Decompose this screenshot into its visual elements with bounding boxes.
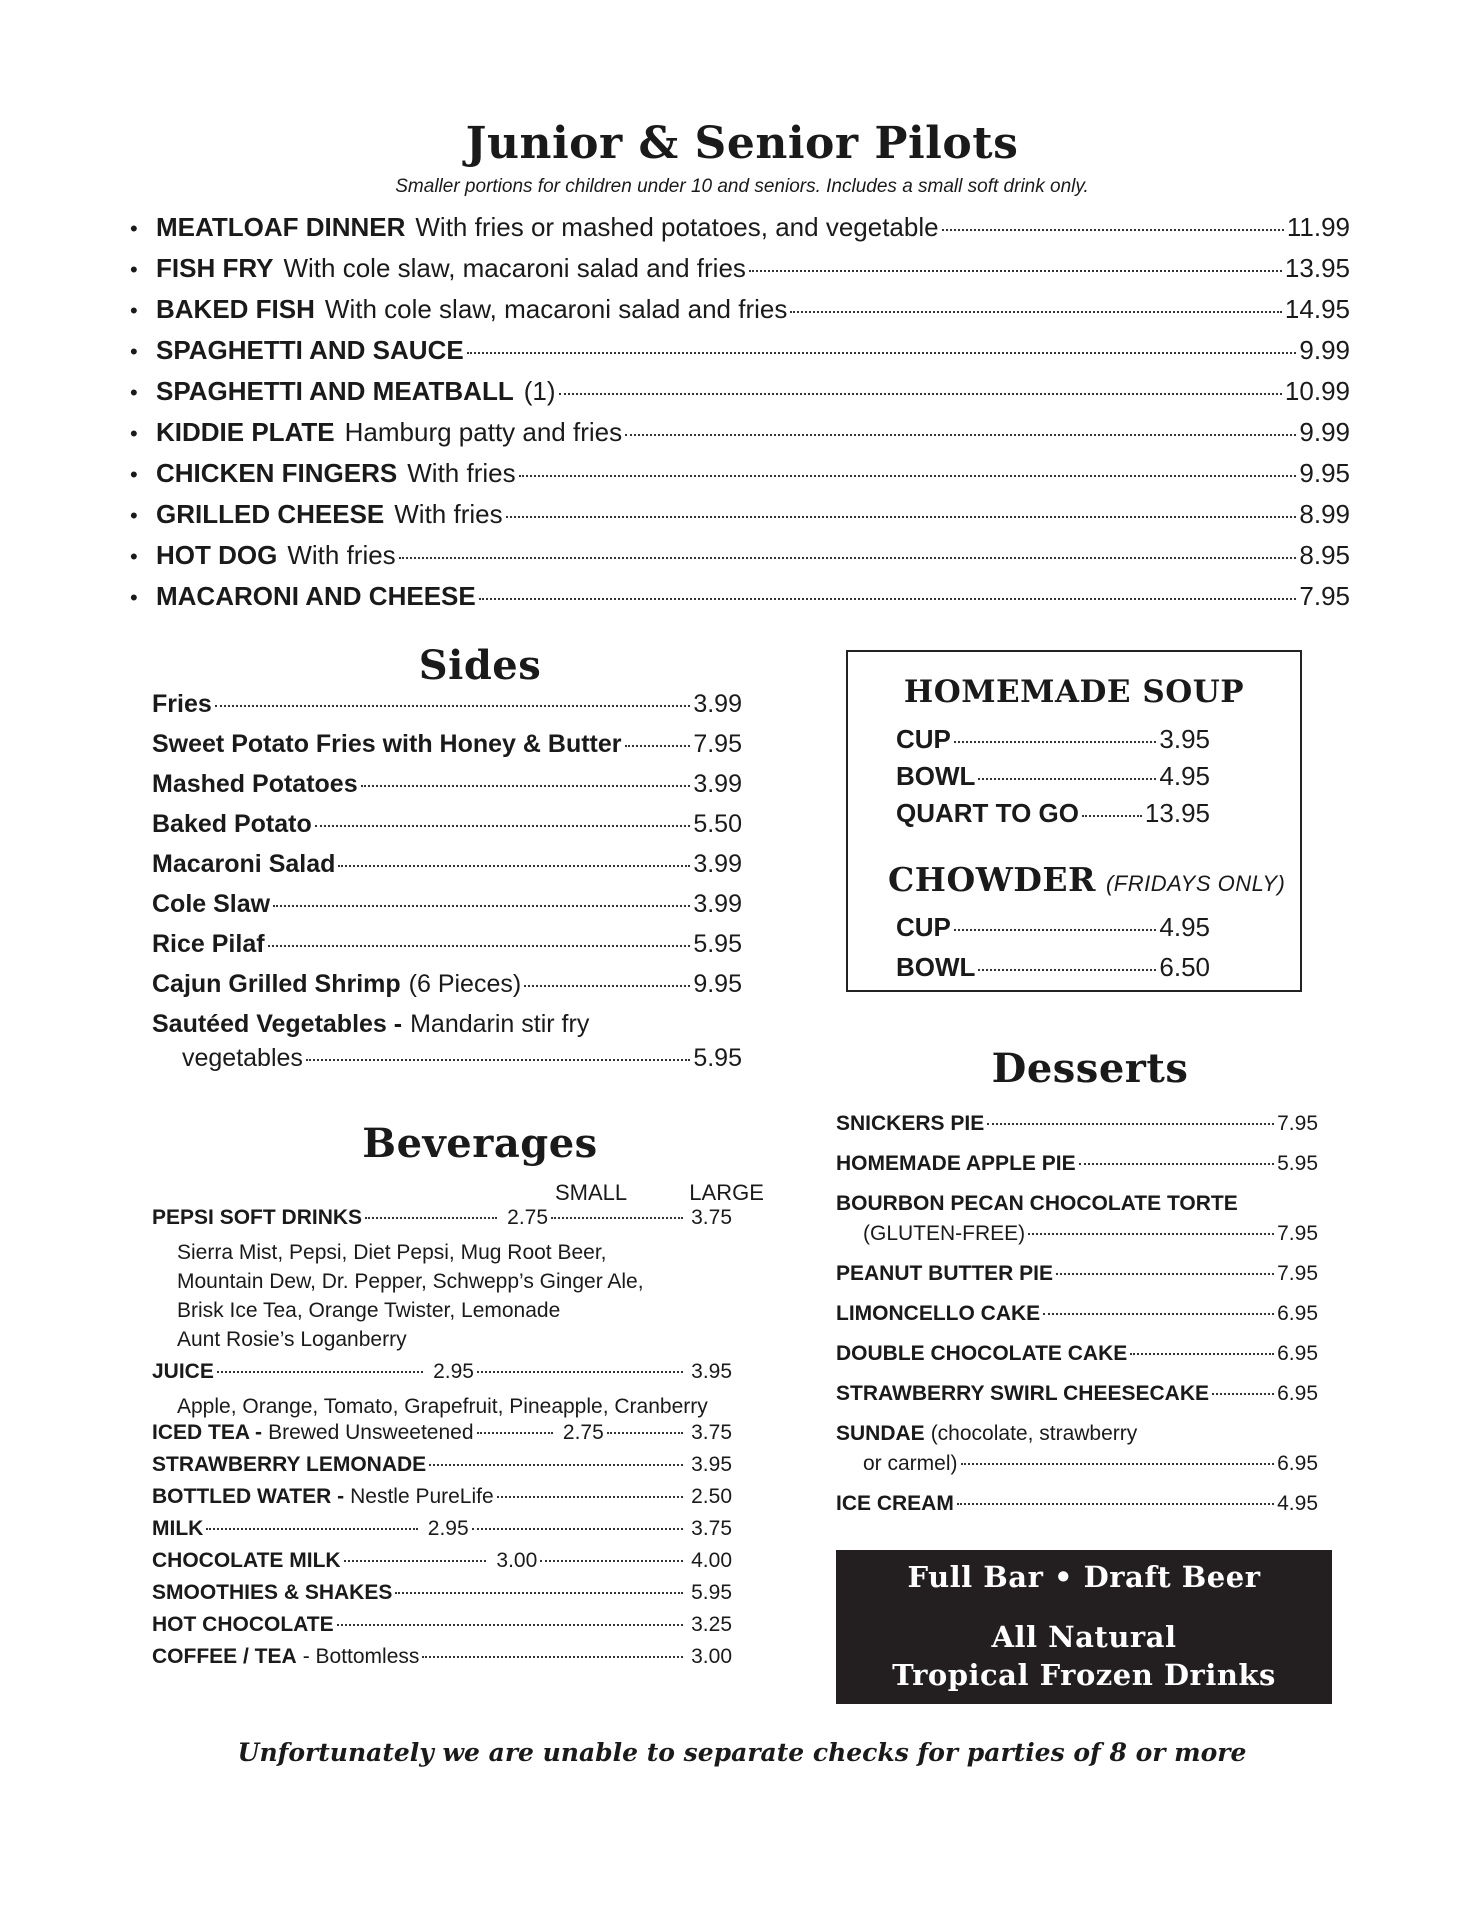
small-header: SMALL [555,1180,628,1205]
dessert-item [836,1262,1318,1302]
item-name: Sweet Potato Fries with Honey & Butter [152,730,622,758]
bullet: • [130,216,138,241]
beverage-iced-tea [152,1421,732,1453]
item-name: HOT DOG [156,540,278,570]
side-item [152,770,742,810]
desserts-title: Desserts [991,1045,1189,1092]
junior-menu-item [130,212,1350,253]
dot-leader [961,1463,1275,1465]
item-name: STRAWBERRY LEMONADE [152,1453,427,1476]
item-price: 5.95 [693,1044,742,1072]
item-price: 9.95 [693,970,742,998]
dessert-item [836,1302,1318,1342]
dot-leader [551,1217,683,1219]
bullet: • [130,380,138,405]
side-item [152,730,742,770]
beverage-item [152,1453,732,1485]
item-name: SUNDAE [836,1422,925,1445]
chowder-item [896,952,1210,992]
bullet: • [130,257,138,282]
item-name: Rice Pilaf [152,930,265,958]
item-description: (1) [523,376,556,406]
dot-leader [467,352,1297,354]
item-name: PEPSI SOFT DRINKS [152,1206,363,1229]
side-item [152,810,742,850]
item-price: 3.99 [693,850,742,878]
small-price: 2.75 [562,1421,604,1444]
item-name: Cajun Grilled Shrimp [152,970,401,998]
dot-leader [472,1528,683,1530]
dessert-item [836,1492,1318,1532]
item-name: LIMONCELLO CAKE [836,1302,1041,1325]
item-price: 9.99 [1299,417,1350,447]
item-name: Mashed Potatoes [152,770,358,798]
item-name: BOWL [896,761,976,791]
item-description: Mandarin stir fry [410,1010,590,1038]
junior-menu-item [130,458,1350,499]
item-name: CHOCOLATE MILK [152,1549,341,1572]
item-name: ICE CREAM [836,1492,954,1515]
beverage-juice [152,1360,732,1392]
item-price: 6.50 [1159,952,1210,982]
chowder-note: (FRIDAYS ONLY) [1105,871,1286,896]
item-price: 4.95 [1159,912,1210,942]
dot-leader [954,741,1156,743]
dot-leader [422,1656,683,1658]
beverages-list [152,1206,732,1677]
bar-line-frozen-drinks: Tropical Frozen Drinks [892,1658,1276,1692]
beverage-item [152,1645,732,1677]
dessert-torte [836,1192,1318,1222]
dot-leader [524,985,690,987]
item-price: 3.00 [691,1645,732,1668]
dessert-sundae-cont [836,1452,1318,1492]
bullet: • [130,544,138,569]
dot-leader [942,229,1284,231]
dot-leader [559,393,1282,395]
full-bar-banner [836,1550,1332,1704]
side-item [152,970,742,1010]
item-name: FISH FRY [156,253,274,283]
bar-line-all-natural: All Natural [991,1620,1177,1654]
item-description: With fries [394,499,503,529]
item-name: DOUBLE CHOCOLATE CAKE [836,1342,1128,1365]
large-price: 3.75 [691,1421,732,1444]
dessert-sundae [836,1422,1318,1452]
large-price: 4.00 [691,1549,732,1572]
item-name: SMOOTHIES & SHAKES [152,1581,393,1604]
item-name: CUP [896,912,951,942]
small-price: 2.75 [507,1206,549,1229]
item-name: CUP [896,724,951,754]
dot-leader [365,1217,497,1219]
bullet: • [130,503,138,528]
dot-leader [1043,1313,1274,1315]
desserts-list [836,1112,1318,1532]
item-description: Hamburg patty and fries [344,417,623,447]
item-price: 8.99 [1299,499,1350,529]
item-description: (6 Pieces) [408,970,522,998]
item-name: GRILLED CHEESE [156,499,385,529]
bullet: • [130,298,138,323]
bullet: • [130,421,138,446]
dot-leader [344,1560,487,1562]
item-description: Nestle PureLife [350,1485,494,1508]
dot-leader [206,1528,417,1530]
item-price: 7.95 [693,730,742,758]
item-description: - Bottomless [302,1645,420,1668]
dot-leader [429,1464,683,1466]
item-price: 6.95 [1277,1382,1318,1405]
item-name: Baked Potato [152,810,312,838]
beverage-item [152,1581,732,1613]
bullet: • [130,462,138,487]
item-price: 7.95 [1277,1222,1318,1245]
item-price: 4.95 [1159,761,1210,791]
dot-leader [479,598,1297,600]
beverage-detail-line: Brisk Ice Tea, Orange Twister, Lemonade [177,1299,561,1322]
chowder-item [896,912,1210,952]
dot-leader [978,969,1156,971]
dot-leader [273,905,690,907]
dot-leader [987,1123,1274,1125]
item-price: 7.95 [1299,581,1350,611]
bar-line-full-bar: Full Bar • Draft Beer [907,1560,1261,1594]
item-description: With fries or mashed potatoes, and vegetable [415,212,939,242]
item-price: 13.95 [1284,253,1350,283]
large-price: 3.75 [691,1206,732,1229]
item-price: 3.95 [1159,724,1210,754]
dot-leader [625,434,1296,436]
junior-menu-item [130,581,1350,622]
item-name: JUICE [152,1360,214,1383]
dot-leader [217,1371,423,1373]
large-header: LARGE [689,1180,764,1205]
separate-checks-notice: Unfortunately we are unable to separate checks for parties of 8 or more [237,1738,1247,1767]
side-item-sauteed [152,1010,742,1044]
item-price: 10.99 [1284,376,1350,406]
item-name: PEANUT BUTTER PIE [836,1262,1054,1285]
item-description: With fries [407,458,516,488]
item-name: Cole Slaw [152,890,271,918]
small-price: 3.00 [496,1549,538,1572]
dessert-item [836,1342,1318,1382]
junior-menu-item [130,335,1350,376]
junior-menu-item [130,376,1350,417]
dot-leader [957,1503,1274,1505]
dot-leader [361,785,691,787]
dot-leader [395,1592,683,1594]
sides-title: Sides [418,642,542,689]
item-price: 3.99 [693,890,742,918]
item-price: 6.95 [1277,1302,1318,1325]
item-name: SPAGHETTI AND MEATBALL [156,376,514,406]
dot-leader [625,745,691,747]
dot-leader [749,270,1282,272]
junior-menu-item [130,499,1350,540]
beverage-item [152,1517,732,1549]
dessert-item [836,1382,1318,1422]
item-price: 6.95 [1277,1452,1318,1475]
item-name: BOTTLED WATER - [152,1485,345,1508]
dot-leader [978,778,1156,780]
junior-menu-item [130,417,1350,458]
dot-leader [399,557,1297,559]
beverage-pepsi [152,1206,732,1238]
beverages-title: Beverages [362,1120,598,1167]
bullet: • [130,585,138,610]
item-price: 5.95 [693,930,742,958]
dot-leader [315,825,691,827]
beverage-detail-line: Apple, Orange, Tomato, Grapefruit, Pineapple, Cranberry [177,1395,708,1418]
item-price: 6.95 [1277,1342,1318,1365]
small-price: 2.95 [427,1517,469,1540]
item-description: (chocolate, strawberry [930,1422,1138,1445]
sides-menu-list [152,690,742,1084]
soup-box [846,650,1302,992]
dot-leader [477,1371,683,1373]
dot-leader [506,516,1297,518]
homemade-soup-title: HOMEMADE SOUP [903,674,1245,710]
item-description: With fries [287,540,396,570]
item-price: 5.95 [1277,1152,1318,1175]
item-name: KIDDIE PLATE [156,417,335,447]
item-name: ICED TEA - [152,1421,263,1444]
item-price: 5.50 [693,810,742,838]
item-price: 3.99 [693,770,742,798]
dot-leader [790,311,1282,313]
chowder-title [888,860,1285,899]
item-description: (GLUTEN-FREE) [863,1222,1026,1245]
dot-leader [306,1059,690,1061]
item-price: 4.95 [1277,1492,1318,1515]
dot-leader [1079,1163,1275,1165]
soup-item [896,798,1210,835]
item-name: BOURBON PECAN CHOCOLATE TORTE [836,1192,1238,1215]
item-price: 7.95 [1277,1262,1318,1285]
dot-leader [337,1624,683,1626]
junior-menu-item [130,253,1350,294]
item-name: MACARONI AND CHEESE [156,581,476,611]
item-name: HOMEMADE APPLE PIE [836,1152,1076,1175]
item-name: BOWL [896,952,976,982]
item-price: 14.95 [1284,294,1350,324]
dot-leader [1130,1353,1274,1355]
side-item-sauteed-cont [152,1044,742,1084]
beverage-item [152,1613,732,1645]
dot-leader [1028,1233,1274,1235]
beverage-detail-line: Sierra Mist, Pepsi, Diet Pepsi, Mug Root Beer, [177,1241,607,1264]
large-price: 3.95 [691,1360,733,1383]
item-description: or carmel) [863,1452,958,1475]
junior-senior-subtitle: Smaller portions for children under 10 and seniors. Includes a small soft drink only. [395,176,1089,197]
dot-leader [338,865,690,867]
dot-leader [497,1496,683,1498]
dot-leader [1056,1273,1274,1275]
large-price: 3.75 [691,1517,733,1540]
item-name: HOT CHOCOLATE [152,1613,334,1636]
item-price: 8.95 [1299,540,1350,570]
junior-senior-title: Junior & Senior Pilots [465,118,1019,169]
side-item [152,690,742,730]
item-name: Fries [152,690,212,718]
dot-leader [1082,815,1142,817]
item-description: Brewed Unsweetened [268,1421,474,1444]
soup-item [896,724,1210,761]
dot-leader [215,705,691,707]
item-price: 3.99 [693,690,742,718]
beverage-detail-line: Mountain Dew, Dr. Pepper, Schwepp’s Ginger Ale, [177,1270,644,1293]
soup-list [896,724,1210,835]
item-description: With cole slaw, macaroni salad and fries [283,253,746,283]
small-price: 2.95 [433,1360,474,1383]
item-name: QUART TO GO [896,798,1079,828]
beverage-item [152,1549,732,1581]
dot-leader [540,1560,683,1562]
item-name: Macaroni Salad [152,850,336,878]
item-name: BAKED FISH [156,294,315,324]
beverage-size-headers [555,1180,764,1206]
item-price: 2.50 [691,1485,732,1508]
item-name: MEATLOAF DINNER [156,212,406,242]
beverage-item [152,1485,732,1517]
item-price: 7.95 [1277,1112,1318,1135]
item-price: 9.99 [1299,335,1350,365]
item-name: CHICKEN FINGERS [156,458,398,488]
item-name: SNICKERS PIE [836,1112,985,1135]
item-name: STRAWBERRY SWIRL CHEESECAKE [836,1382,1209,1405]
chowder-list [896,912,1210,992]
junior-menu-item [130,540,1350,581]
item-price: 5.95 [691,1581,732,1604]
chowder-label: CHOWDER [888,860,1096,899]
item-price: 3.25 [691,1613,732,1636]
item-name: COFFEE / TEA [152,1645,297,1668]
beverage-detail-line: Aunt Rosie’s Loganberry [177,1328,407,1351]
side-item [152,930,742,970]
dot-leader [268,945,691,947]
dot-leader [954,929,1156,931]
item-description: vegetables [182,1044,303,1072]
dessert-item [836,1112,1318,1152]
item-price: 3.95 [691,1453,732,1476]
item-price: 9.95 [1299,458,1350,488]
junior-menu-item [130,294,1350,335]
dot-leader [607,1432,683,1434]
soup-item [896,761,1210,798]
side-item [152,850,742,890]
dot-leader [1212,1393,1274,1395]
dessert-item [836,1152,1318,1192]
item-name: SPAGHETTI AND SAUCE [156,335,464,365]
bullet: • [130,339,138,364]
side-item [152,890,742,930]
item-price: 11.99 [1286,212,1350,242]
item-name: Sautéed Vegetables - [152,1010,403,1038]
item-description: With cole slaw, macaroni salad and fries [324,294,788,324]
junior-menu-list [130,212,1350,622]
item-price: 13.95 [1144,798,1210,828]
dot-leader [477,1432,553,1434]
item-name: MILK [152,1517,204,1540]
dot-leader [519,475,1297,477]
dessert-torte-cont [836,1222,1318,1262]
